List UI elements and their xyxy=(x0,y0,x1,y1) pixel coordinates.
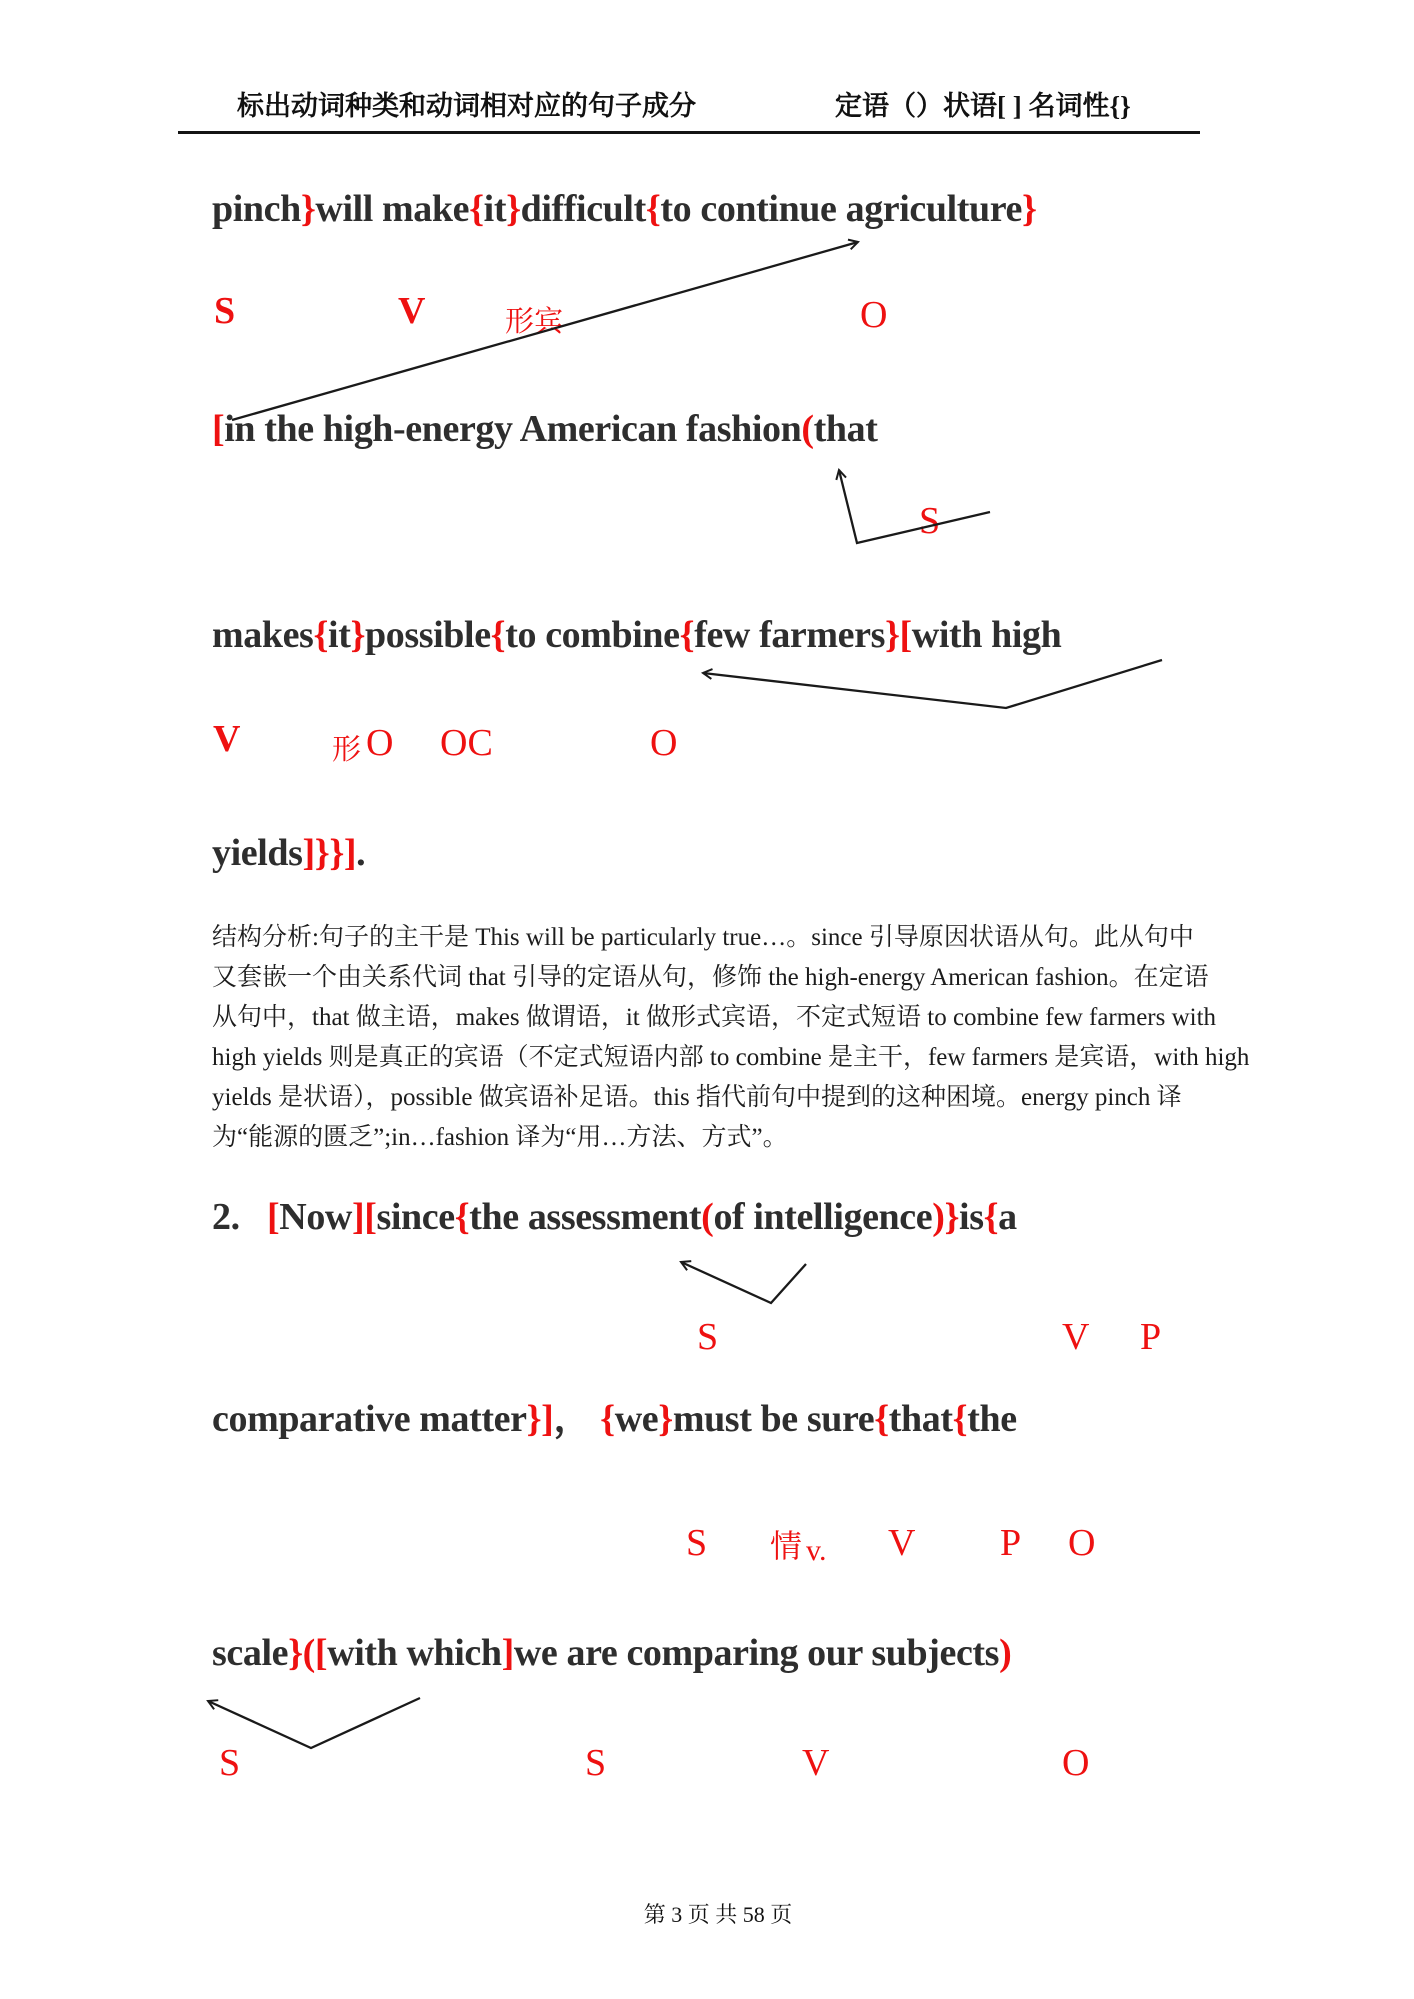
sentence-segment: the assessment xyxy=(469,1196,702,1238)
analysis-line: 结构分析:句子的主干是 This will be particularly true…。since 引导原因状语从句。此从句中 xyxy=(212,924,1194,951)
sentence-segment: { xyxy=(490,614,506,656)
grammar-mark-object: O xyxy=(366,722,394,764)
sentence-segment: { xyxy=(645,188,661,230)
page-number-text: 第 3 页 共 58 页 xyxy=(643,1902,793,1927)
sentence-segment: } xyxy=(300,188,316,230)
grammar-mark-verb: V xyxy=(213,718,241,760)
arrow-scale-antecedent xyxy=(208,1698,420,1748)
sentence-segment: is xyxy=(959,1196,984,1238)
sentence-segment: must be sure xyxy=(672,1398,875,1440)
page-footer xyxy=(0,1872,1414,1955)
header-right-text: 定语（）状语[ ] 名词性{} xyxy=(835,91,1131,121)
sentence-segment: 2. xyxy=(212,1196,268,1238)
sentence-segment: pinch xyxy=(212,188,301,230)
sentence-segment: that xyxy=(888,1398,953,1440)
sentence-segment: ][ xyxy=(351,1196,377,1238)
arrow-assessment-subject xyxy=(681,1262,806,1303)
grammar-mark-formal: 形 xyxy=(332,734,362,766)
sentence-segment: ) xyxy=(999,1632,1012,1674)
sentence-segment: [ xyxy=(212,408,225,450)
grammar-mark-modal-verb: v. xyxy=(806,1534,827,1567)
sentence-segment: a xyxy=(998,1196,1017,1238)
sentence-segment: ， xyxy=(553,1398,601,1440)
analysis-line: high yields 则是真正的宾语（不定式短语内部 to combine 是主干，few farmers 是宾语，with high xyxy=(212,1044,1250,1071)
sentence-segment: { xyxy=(313,614,329,656)
sentence-segment: } xyxy=(1022,188,1037,230)
grammar-mark-object: O xyxy=(860,294,888,336)
sentence-line-fashion xyxy=(212,410,878,448)
grammar-mark-object: O xyxy=(1062,1742,1090,1784)
sentence-line-makes xyxy=(212,616,1061,654)
sentence-segment: in the high-energy American fashion xyxy=(224,408,802,450)
grammar-mark-verb: V xyxy=(888,1522,916,1564)
analysis-line: 又套嵌一个由关系代词 that 引导的定语从句，修饰 the high-energy American fashion。在定语 xyxy=(212,964,1209,991)
sentence-segment: the xyxy=(967,1398,1017,1440)
sentence-segment: it xyxy=(328,614,351,656)
sentence-segment: { xyxy=(469,188,484,230)
sentence-segment: difficult xyxy=(520,188,646,230)
sentence-segment: to combine xyxy=(505,614,680,656)
sentence-segment: ] xyxy=(501,1632,514,1674)
sentence-segment: of intelligence xyxy=(713,1196,933,1238)
sentence-segment: } xyxy=(658,1398,673,1440)
grammar-mark-modal: 情 xyxy=(770,1528,803,1564)
sentence-segment: }] xyxy=(526,1398,554,1440)
grammar-mark-object: O xyxy=(650,722,678,764)
grammar-mark-subject: S xyxy=(214,290,236,332)
sentence-segment: comparative matter xyxy=(212,1398,527,1440)
grammar-mark-predicative: P xyxy=(1140,1316,1162,1358)
sentence-segment: we are comparing our subjects xyxy=(513,1632,1000,1674)
sentence-segment: we xyxy=(614,1398,659,1440)
header-rule xyxy=(178,131,1200,134)
header-left-text: 标出动词种类和动词相对应的句子成分 xyxy=(237,91,696,121)
sentence-segment: } xyxy=(506,188,521,230)
sentence-segment: it xyxy=(483,188,507,230)
arrow-combine-object xyxy=(703,660,1162,708)
sentence-segment: that xyxy=(813,408,878,450)
sentence-segment: ( xyxy=(701,1196,714,1238)
sentence-segment: possible xyxy=(365,614,491,656)
sentence-segment: { xyxy=(679,614,695,656)
sentence-segment: will make xyxy=(315,188,470,230)
sentence-segment: with which xyxy=(327,1632,502,1674)
sentence-segment: to continue agriculture xyxy=(660,188,1023,230)
sentence-segment: { xyxy=(454,1196,470,1238)
grammar-mark-subject: S xyxy=(585,1742,607,1784)
sentence-segment: with high xyxy=(911,614,1062,656)
grammar-mark-verb: V xyxy=(398,290,426,332)
sentence-segment: } xyxy=(350,614,366,656)
grammar-mark-subject: S xyxy=(219,1742,241,1784)
sentence-segment: makes xyxy=(212,614,314,656)
analysis-line: yields 是状语），possible 做宾语补足语。this 指代前句中提到的这种困境。energy pinch 译 xyxy=(212,1084,1182,1111)
grammar-mark-subject: S xyxy=(919,500,941,542)
arrow-that-subject xyxy=(839,470,990,543)
grammar-mark-subject: S xyxy=(686,1522,708,1564)
sentence-segment: few farmers xyxy=(694,614,885,656)
sentence-segment: { xyxy=(600,1398,615,1440)
sentence-segment: [ xyxy=(267,1196,280,1238)
grammar-mark-formal-object: 形宾 xyxy=(505,306,564,338)
sentence-segment: }[ xyxy=(884,614,912,656)
sentence-line-pinch xyxy=(212,190,1037,228)
sentence-segment: { xyxy=(874,1398,889,1440)
sentence-segment: scale xyxy=(212,1632,289,1674)
sentence-line-now-since xyxy=(212,1198,1017,1236)
sentence-line-comparative xyxy=(212,1400,1017,1438)
sentence-segment: ]}}] xyxy=(302,832,357,874)
sentence-segment: ( xyxy=(801,408,814,450)
sentence-segment: { xyxy=(983,1196,999,1238)
sentence-segment: yields xyxy=(212,832,303,874)
sentence-line-yields xyxy=(212,834,365,872)
sentence-segment: }([ xyxy=(288,1632,328,1674)
grammar-mark-predicative: P xyxy=(1000,1522,1022,1564)
grammar-mark-object-complement: OC xyxy=(440,722,493,764)
grammar-mark-object: O xyxy=(1068,1522,1096,1564)
analysis-line: 为“能源的匮乏”;in…fashion 译为“用…方法、方式”。 xyxy=(212,1124,788,1151)
sentence-segment: . xyxy=(356,832,366,874)
sentence-line-scale xyxy=(212,1634,1011,1672)
grammar-mark-verb: V xyxy=(802,1742,830,1784)
grammar-mark-verb: V xyxy=(1062,1316,1090,1358)
sentence-segment: )} xyxy=(932,1196,960,1238)
grammar-mark-subject: S xyxy=(697,1316,719,1358)
sentence-segment: Now xyxy=(279,1196,352,1238)
sentence-segment: since xyxy=(376,1196,455,1238)
analysis-line: 从句中，that 做主语，makes 做谓语，it 做形式宾语，不定式短语 to combine few farmers with xyxy=(212,1004,1217,1031)
sentence-segment: { xyxy=(952,1398,968,1440)
